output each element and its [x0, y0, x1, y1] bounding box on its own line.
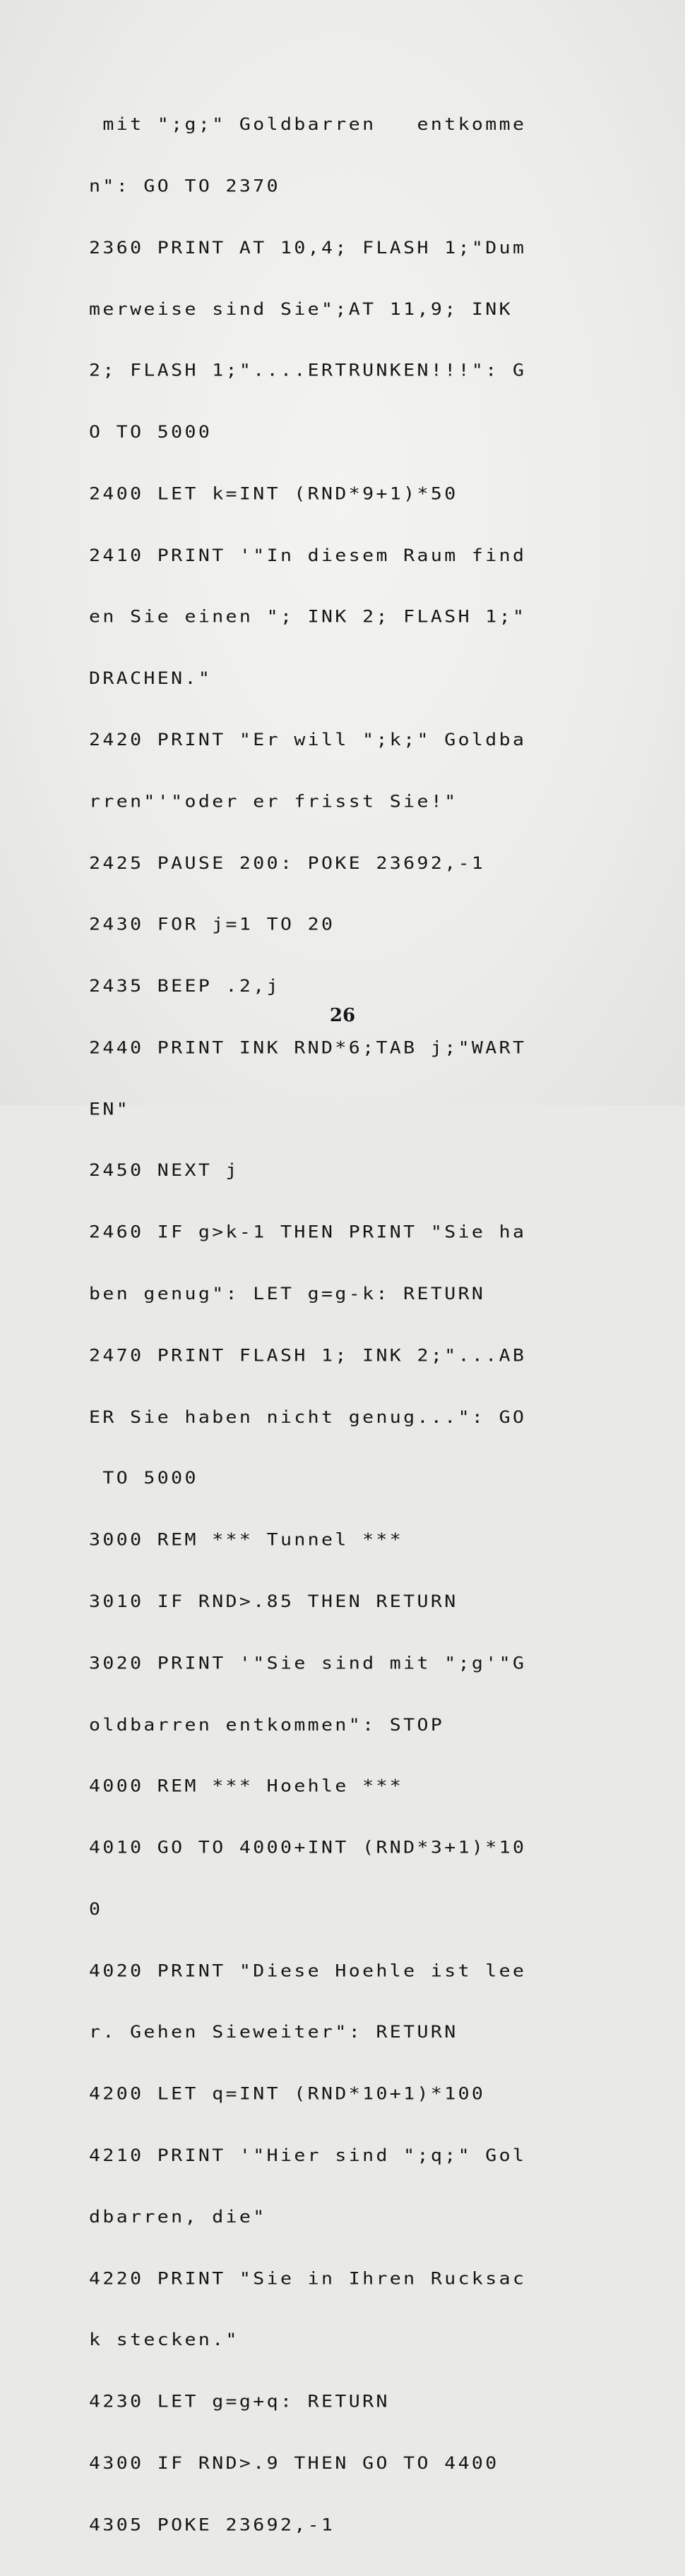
code-line: DRACHEN." — [89, 668, 213, 689]
code-line: 2460 IF g>k-1 THEN PRINT "Sie ha — [89, 1222, 527, 1243]
code-line: 4300 IF RND>.9 THEN GO TO 4400 — [89, 2452, 499, 2474]
code-line: 2410 PRINT '"In diesem Raum find — [89, 545, 527, 566]
code-line: 4010 GO TO 4000+INT (RND*3+1)*10 — [89, 1837, 527, 1858]
code-line: 3010 IF RND>.85 THEN RETURN — [89, 1591, 458, 1612]
code-line: 4000 REM *** Hoehle *** — [89, 1776, 404, 1797]
code-line: merweise sind Sie";AT 11,9; INK — [89, 299, 513, 320]
code-line: 2420 PRINT "Er will ";k;" Goldba — [89, 730, 527, 750]
basic-code-listing — [89, 73, 541, 2576]
code-line: mit ";g;" Goldbarren entkomme — [89, 114, 527, 135]
code-line: 3020 PRINT '"Sie sind mit ";g'"G — [89, 1653, 527, 1673]
code-line: EN" — [89, 1099, 131, 1119]
code-line: 4230 LET g=g+q: RETURN — [89, 2391, 390, 2412]
code-line: n": GO TO 2370 — [89, 176, 280, 196]
code-line: 4200 LET q=INT (RND*10+1)*100 — [89, 2083, 486, 2105]
code-line: 4305 POKE 23692,-1 — [89, 2514, 335, 2535]
code-line: O TO 5000 — [89, 422, 213, 443]
code-line: 3000 REM *** Tunnel *** — [89, 1529, 404, 1551]
code-line: 2; FLASH 1;"....ERTRUNKEN!!!": G — [89, 360, 527, 381]
code-line: ben genug": LET g=g-k: RETURN — [89, 1283, 486, 1304]
page-number: 26 — [329, 1005, 356, 1026]
code-line: 2450 NEXT j — [89, 1160, 239, 1181]
code-line: r. Gehen Sieweiter": RETURN — [89, 2022, 458, 2042]
code-line: en Sie einen "; INK 2; FLASH 1;" — [89, 606, 527, 627]
code-line: dbarren, die" — [89, 2206, 267, 2227]
code-line: 2360 PRINT AT 10,4; FLASH 1;"Dum — [89, 237, 527, 258]
code-line: 4020 PRINT "Diese Hoehle ist lee — [89, 1961, 527, 1981]
code-line: 2400 LET k=INT (RND*9+1)*50 — [89, 483, 458, 504]
code-line: 2425 PAUSE 200: POKE 23692,-1 — [89, 853, 486, 874]
code-line: 2470 PRINT FLASH 1; INK 2;"...AB — [89, 1345, 527, 1366]
code-line: 0 — [89, 1898, 103, 1920]
code-line: 2435 BEEP .2,j — [89, 975, 280, 997]
code-line: oldbarren entkommen": STOP — [89, 1714, 445, 1735]
code-line: TO 5000 — [89, 1468, 198, 1489]
code-line: rren"'"oder er frisst Sie!" — [89, 791, 458, 812]
code-line: 4210 PRINT '"Hier sind ";q;" Gol — [89, 2145, 527, 2166]
code-line: 4220 PRINT "Sie in Ihren Rucksac — [89, 2268, 527, 2289]
code-line: k stecken." — [89, 2330, 239, 2350]
code-line: ER Sie haben nicht genug...": GO — [89, 1407, 527, 1427]
code-line: 2430 FOR j=1 TO 20 — [89, 914, 335, 935]
code-line: 2440 PRINT INK RND*6;TAB j;"WART — [89, 1037, 527, 1058]
